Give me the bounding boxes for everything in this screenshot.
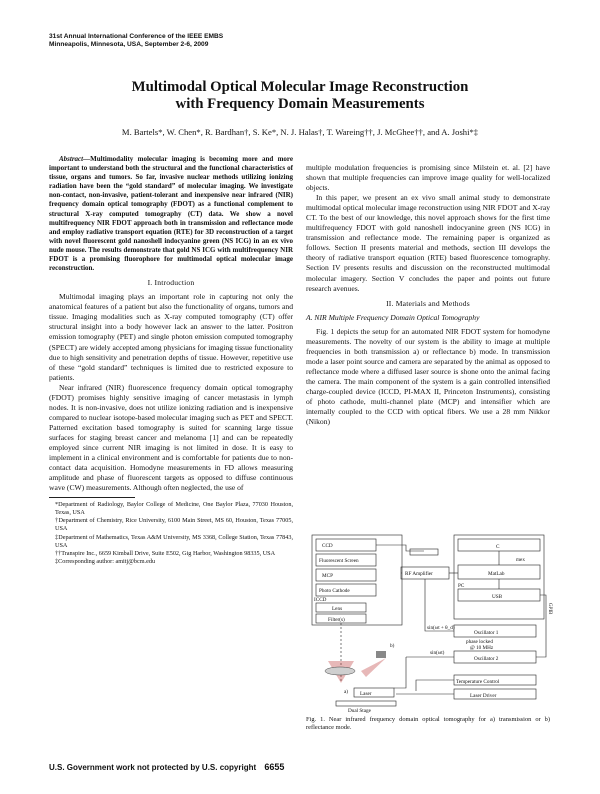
- label-iccd: ICCD: [314, 597, 327, 603]
- mouse-sample: [325, 667, 355, 675]
- label-rf-amplifier: RF Amplifier: [405, 571, 433, 577]
- footnote: †Department of Chemistry, Rice University, 6100 Main Street, MS 60, Houston, Texas 77005, USA: [55, 517, 293, 533]
- label-dual-stage: Dual Stage: [348, 708, 371, 714]
- connector-line: [376, 545, 424, 551]
- label-laser: Laser: [360, 691, 372, 697]
- abstract: [49, 155, 293, 273]
- footnote: *Department of Radiology, Baylor College of Medicine, One Baylor Plaza, 77030 Houston, Texas, USA: [55, 501, 293, 517]
- footnote: ††Transpire Inc., 6659 Kimball Drive, Suite E502, Gig Harbor, Washington 98335, USA: [55, 549, 276, 557]
- author-list: M. Bartels*, W. Chen*, R. Bardhan†, S. Ke*, N. J. Halas†, T. Wareing††, J. McGhee††, and A. Joshi*‡: [121, 127, 479, 137]
- label-oscillator-2: Oscillator 2: [474, 656, 499, 662]
- label-lens: Lens: [332, 606, 343, 612]
- setup-diagram: [306, 533, 550, 713]
- footnote: ‡Department of Mathematics, Texas A&M University, MS 3368, College Station, Texas 77843, USA: [55, 533, 293, 549]
- copyright-notice: U.S. Government work not protected by U.S. copyright: [49, 763, 257, 772]
- page-footer: [49, 762, 284, 772]
- left-column: [49, 155, 293, 566]
- study-paragraph: In this paper, we present an ex vivo small animal study to demonstrate multimodal optical molecular image reconstruction using NIR FDOT and X-ray CT. To the best of our knowledge, this novel approach shows for the first time multifrequency FDOT with gold nanoshell indocyanine green (NS ICG) in transmission and reflectance mode. The remaining paper is organized as follows. Section II presents material and methods, section III develops the theory of radiative transport equation (RTE) based fluorescence tomography. Section IV presents results and discussion on the reconstructed multimodal molecular imagery. Section V concludes the paper and points out future research avenues.: [306, 193, 550, 293]
- footnote-rule: [49, 497, 135, 498]
- intro-paragraph-2: Near infrared (NIR) fluorescence frequency domain optical tomography (FDOT) promises highly sensitive imaging of cancer metastasis in lymph nodes. It is non-invasive, does not utilize ionizing radiation and is inexpensive compared to nuclear isotope-based molecular imaging such as PET and SPECT. Patterned excitation based tomography is suited for scanning large tissue surfaces for staging breast cancer and melanoma [1] and can be repeatedly employed since current NIR imaging is not limited in dose. It is easy to implement in a clinical environment and is comfortable for patients due to non-contact data acquisition. Homodyne measurements in FD allows measuring amplitude and phase of fluorescent targets as opposed to diffuse continuous wave (CW) measurements. Although often neglected, the use of: [49, 382, 293, 493]
- label-usb: USB: [492, 594, 503, 600]
- footnotes: [49, 497, 293, 566]
- label-c: C: [496, 544, 500, 550]
- label-mcp: MCP: [322, 573, 333, 579]
- figure-caption: Fig. 1. Near infrared frequency domain optical tomography for a) transmission or b) reflectance mode.: [306, 716, 550, 731]
- abstract-lead: Abstract—: [59, 155, 91, 163]
- conference-name: 31st Annual International Conference of the IEEE EMBS: [49, 33, 224, 40]
- temp-line: [416, 680, 454, 691]
- abstract-text: Multimodality molecular imaging is becoming more and more important to understand both the structural and the functional characteristics of tissue, organs and tumors. So far, invasive nuclear methods utilizing ionizing radiation have been the “gold standard” of molecular imaging. We investigate non-contact, non-invasive, patient-tolerant and inexpensive near infrared (NIR) frequency domain optical tomography (FDOT) as a functional complement to structural X-ray computed tomography (CT) data. We show a novel multifrequency NIR FDOT approach both in transmission and reflectance mode and employ radiative transport equation (RTE) for 3D reconstruction of a target with novel fluorescent gold nanoshell indocyanine green (NS ICG) in an ex vivo nude mouse. The results demonstrate that gold NS ICG with multifrequency NIR FDOT is a promising fluorophore for multimodal optical molecular image reconstruction.: [49, 155, 293, 273]
- label-mode-a: a): [344, 689, 349, 695]
- label-mex: mex: [516, 557, 525, 563]
- gpib-line: [536, 595, 546, 657]
- label-oscillator-1: Oscillator 1: [474, 630, 499, 636]
- label-laser-driver: Laser Driver: [470, 693, 497, 699]
- title-line-2: with Frequency Domain Measurements: [175, 96, 425, 112]
- label-frequency: @ 10 MHz: [470, 645, 494, 651]
- label-signal-2: sin(ωt): [430, 650, 445, 656]
- label-pc: PC: [458, 583, 465, 589]
- label-temperature-control: Temperature Control: [456, 679, 500, 685]
- diffuser: [376, 651, 386, 658]
- label-phase-locked: phase locked: [466, 639, 493, 645]
- page-number: 6655: [264, 762, 285, 772]
- intro-paragraph-1: Multimodal imaging plays an important role in capturing not only the anatomical features of a patient but also the functionality of organs, tumors and tissue. Imaging modalities such as X-ray computed tomography (CT) offer structural insight into a body however lack an answer to the latter. Positron emission tomography (PET) and single photon emission computed tomography (SPECT) are widely accepted among physicians for imaging tissue functionality due to high sensitivity and penetration depths of tissue. However, repetitive use of these “gold standard” techniques is limited due to restricted exposure to patients.: [49, 292, 293, 382]
- laser-beam-b: [361, 658, 386, 677]
- label-cathode: Photo Cathode: [319, 588, 350, 594]
- section-heading-methods: II. Materials and Methods: [386, 298, 470, 308]
- rf-signal-symbol: [410, 549, 438, 555]
- label-filter: Filter(s): [328, 617, 345, 623]
- label-matlab: MatLab: [488, 571, 505, 577]
- right-column: [306, 163, 550, 427]
- footnote: ‡Corresponding author: amitj@bcm.edu: [55, 557, 156, 565]
- label-screen: Fluorescent Screen: [319, 558, 359, 564]
- section-heading-introduction: I. Introduction: [147, 278, 195, 288]
- setup-paragraph: Fig. 1 depicts the setup for an automated NIR FDOT system for homodyne measurements. The novelty of our system is the ability to image at multiple frequencies in both transmission a) or reflectance b) mode. In transmission mode a laser point source and camera are separated by the animal as opposed to reflectance mode where a diffused laser source is shone onto the animal facing the camera. The main component of the system is a gain controlled intensified charge-coupled device (ICCD, PI-MAX II, Princeton Instruments), consisting of photo cathode, multi-channel plate (MCP) and intensifier which are internally coupled to the CCD with optical fibers. We use a 28 mm Nikkor (Nikon): [306, 326, 550, 427]
- title-line-1: Multimodal Optical Molecular Image Reconstruction: [131, 79, 469, 95]
- continued-paragraph: multiple modulation frequencies is promising since Milstein et. al. [2] have shown that multiple frequencies can improve image quality for well-localized objects.: [306, 163, 550, 193]
- conference-header: [49, 33, 223, 49]
- conference-location: Minneapolis, Minnesota, USA, September 2-6, 2009: [49, 41, 209, 48]
- label-signal-1: sin(ωt + θ_d): [427, 625, 455, 631]
- signal-line-1: [425, 579, 454, 631]
- dual-stage: [336, 701, 396, 706]
- label-mode-b: b): [390, 643, 395, 649]
- label-ccd: CCD: [322, 543, 333, 549]
- label-gpib: GPIB: [547, 603, 552, 615]
- laser-signal-line: [394, 657, 406, 688]
- paper-title: [60, 79, 540, 113]
- subsection-heading-fdot: A. NIR Multiple Frequency Domain Optical Tomography: [306, 312, 480, 322]
